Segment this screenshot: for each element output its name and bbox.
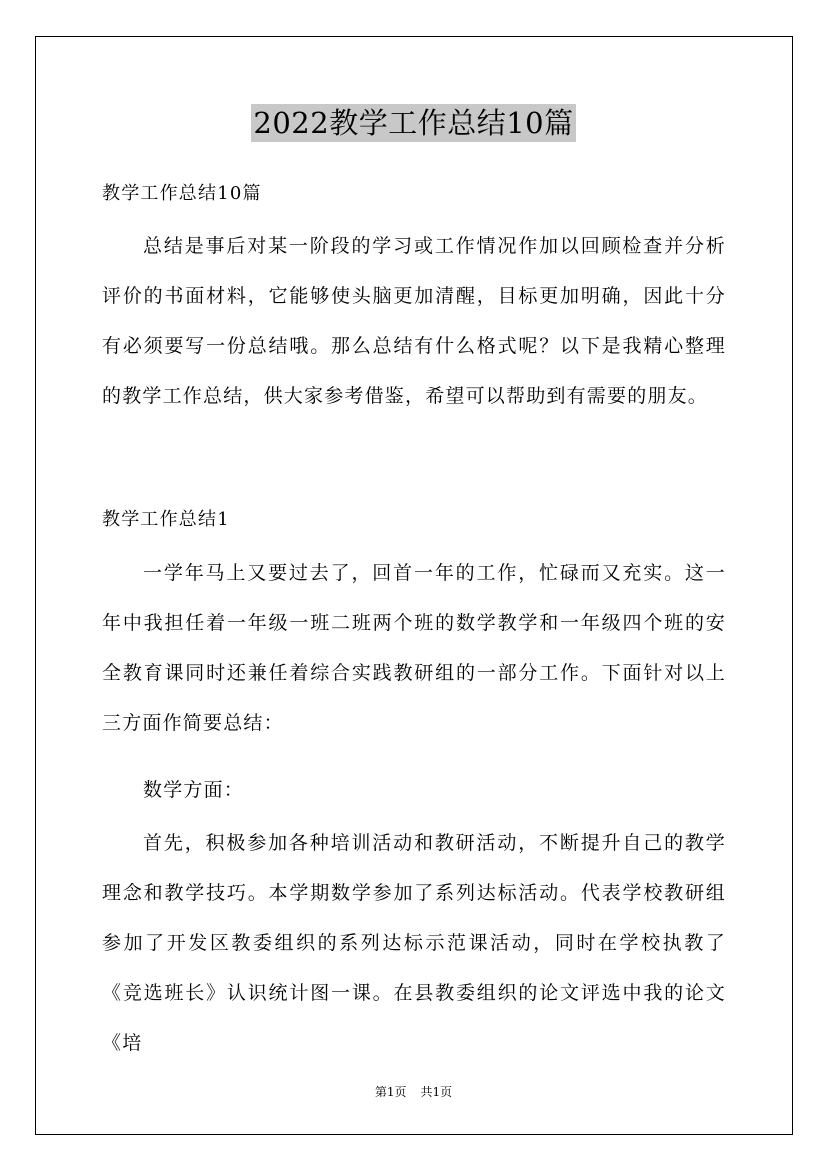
page-number-total: 共1页 (420, 1085, 453, 1099)
title-container (0, 104, 827, 142)
section1-subheading-math: 数学方面： (143, 779, 245, 801)
section1-paragraph-1: 一学年马上又要过去了，回首一年的工作，忙碌而又充实。这一年中我担任着一年级一班二班两个班的数学教学和一年级四个班的安全教育课同时还兼任着综合实践教研组的一部分工作。下面针对以上三方面作简要总结： (102, 562, 726, 734)
section1-paragraph-2: 首先，积极参加各种培训活动和教研活动，不断提升自己的教学理念和教学技巧。本学期数学参加了系列达标活动。代表学校教研组参加了开发区教委组织的系列达标示范课活动，同时在学校执教了《竞选班长》认识统计图一课。在县教委组织的论文评选中我的论文《培 (102, 832, 726, 1054)
section-heading-1: 教学工作总结1 (102, 509, 230, 530)
page-footer (0, 1084, 827, 1100)
document-subtitle: 教学工作总结10篇 (102, 183, 262, 204)
document-title: 2022教学工作总结10篇 (253, 106, 574, 140)
page-number-current: 第1页 (374, 1085, 407, 1099)
intro-paragraph: 总结是事后对某一阶段的学习或工作情况作加以回顾检查并分析评价的书面材料，它能够使头脑更加清醒，目标更加明确，因此十分有必须要写一份总结哦。那么总结有什么格式呢？以下是我精心整理的教学工作总结，供大家参考借鉴，希望可以帮助到有需要的朋友。 (102, 235, 726, 407)
